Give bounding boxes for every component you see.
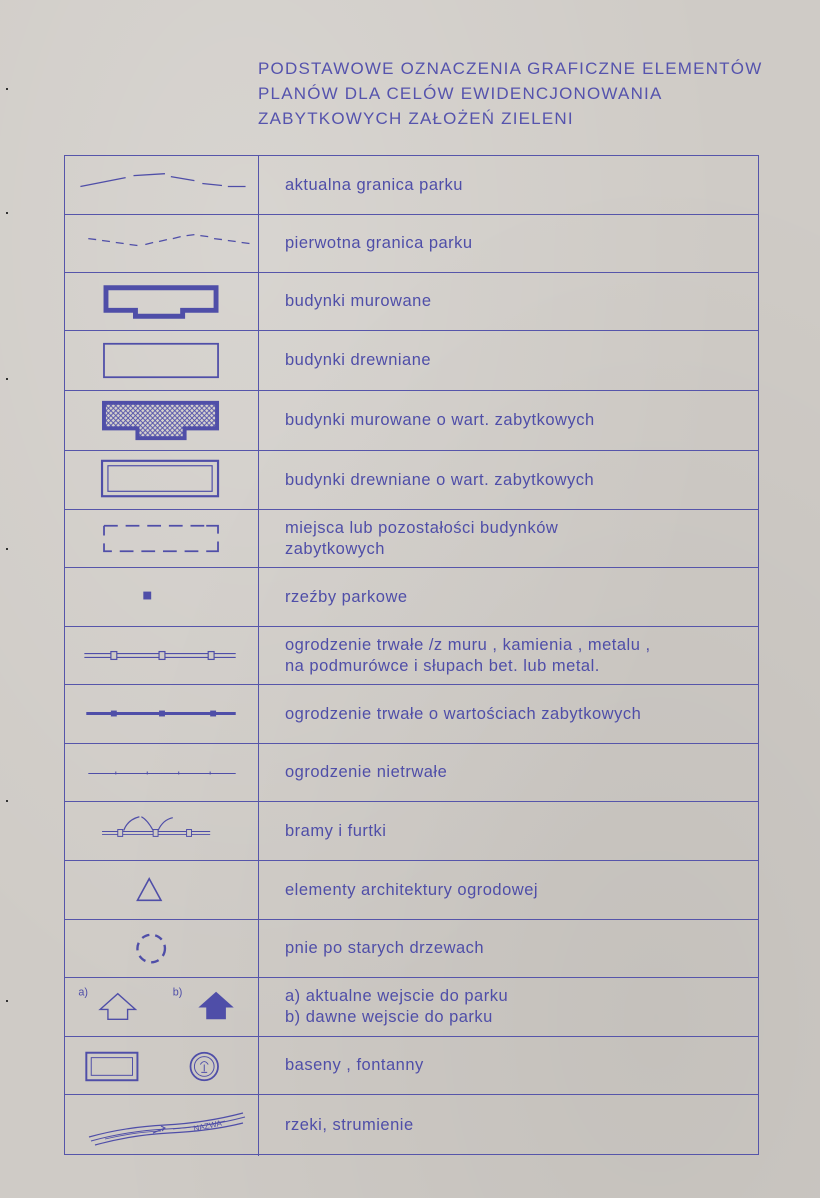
legend-table	[64, 155, 759, 1155]
margin-dot	[6, 88, 8, 90]
river-name-label: NAZWA	[192, 1118, 223, 1134]
legend-label: miejsca lub pozostałości budynków	[285, 518, 559, 537]
legend-row	[65, 1095, 758, 1156]
legend-row	[65, 331, 758, 391]
legend-label: baseny , fontanny	[285, 1056, 424, 1074]
legend-label: ogrodzenie nietrwałe	[285, 763, 448, 781]
double-line-fence-icon	[65, 627, 259, 684]
triangle-icon	[65, 861, 259, 919]
legend-label: ogrodzenie trwałe /z muru , kamienia , metalu ,	[285, 635, 651, 654]
legend-label: rzeki, strumienie	[285, 1116, 414, 1134]
legend-row	[65, 685, 758, 744]
legend-row	[65, 273, 758, 331]
legend-label: budynki murowane o wart. zabytkowych	[285, 411, 595, 429]
legend-label: na podmurówce i słupach bet. lub metal.	[285, 656, 600, 675]
legend-label: rzeźby parkowe	[285, 587, 408, 606]
legend-row	[65, 156, 758, 215]
entrance-arrows-icon	[65, 978, 259, 1036]
legend-row	[65, 802, 758, 861]
hatched-building-icon	[65, 391, 259, 450]
thin-fence-icon	[65, 744, 259, 801]
legend-row	[65, 391, 758, 451]
legend-label: bramy i furtki	[285, 821, 387, 840]
margin-dot	[6, 212, 8, 214]
title-line-1: PODSTAWOWE OZNACZENIA GRAFICZNE ELEMENTÓW	[258, 59, 763, 78]
margin-dot	[6, 1000, 8, 1002]
title-line-2: PLANÓW DLA CELÓW EWIDENCJONOWANIA	[258, 84, 663, 103]
legend-label: budynki murowane	[285, 292, 432, 310]
legend-label: aktualna granica parku	[285, 175, 463, 194]
legend-label: pnie po starych drzewach	[285, 939, 485, 957]
label-a: a)	[78, 986, 89, 999]
legend-row	[65, 744, 758, 802]
legend-label: elementy architektury ogrodowej	[285, 880, 539, 899]
legend-label: pierwotna granica parku	[285, 234, 473, 252]
masonry-building-icon	[65, 273, 259, 330]
margin-dot	[6, 548, 8, 550]
margin-dot	[6, 800, 8, 802]
legend-row	[65, 920, 758, 978]
legend-label: zabytkowych	[285, 539, 385, 558]
legend-row	[65, 978, 758, 1037]
dashed-circle-icon	[65, 920, 259, 977]
legend-label: budynki drewniane o wart. zabytkowych	[285, 470, 595, 489]
pool-fountain-icon	[65, 1037, 259, 1094]
legend-label: budynki drewniane	[285, 351, 432, 369]
legend-row	[65, 627, 758, 685]
bold-fence-icon	[65, 685, 259, 743]
document-title	[258, 56, 808, 131]
dashed-line-icon	[65, 156, 259, 214]
gate-icon	[65, 802, 259, 860]
margin-dot	[6, 378, 8, 380]
dashed-rectangle-icon	[65, 510, 259, 567]
legend-row	[65, 1037, 758, 1095]
legend-row	[65, 215, 758, 273]
label-b: b)	[172, 986, 183, 999]
legend-row	[65, 451, 758, 510]
double-outline-building-icon	[65, 451, 259, 509]
wooden-building-icon	[65, 331, 259, 390]
legend-label: ogrodzenie trwałe o wartościach zabytkowych	[285, 704, 642, 723]
legend-row	[65, 568, 758, 627]
legend-label: a) aktualne wejscie do parku	[285, 987, 509, 1005]
river-icon	[65, 1095, 259, 1156]
title-line-3: ZABYTKOWYCH ZAŁOŻEŃ ZIELENI	[258, 109, 574, 128]
small-square-icon	[65, 568, 259, 626]
legend-row	[65, 510, 758, 568]
legend-label: b) dawne wejscie do parku	[285, 1008, 493, 1026]
short-dashed-line-icon	[65, 215, 259, 272]
legend-row	[65, 861, 758, 920]
